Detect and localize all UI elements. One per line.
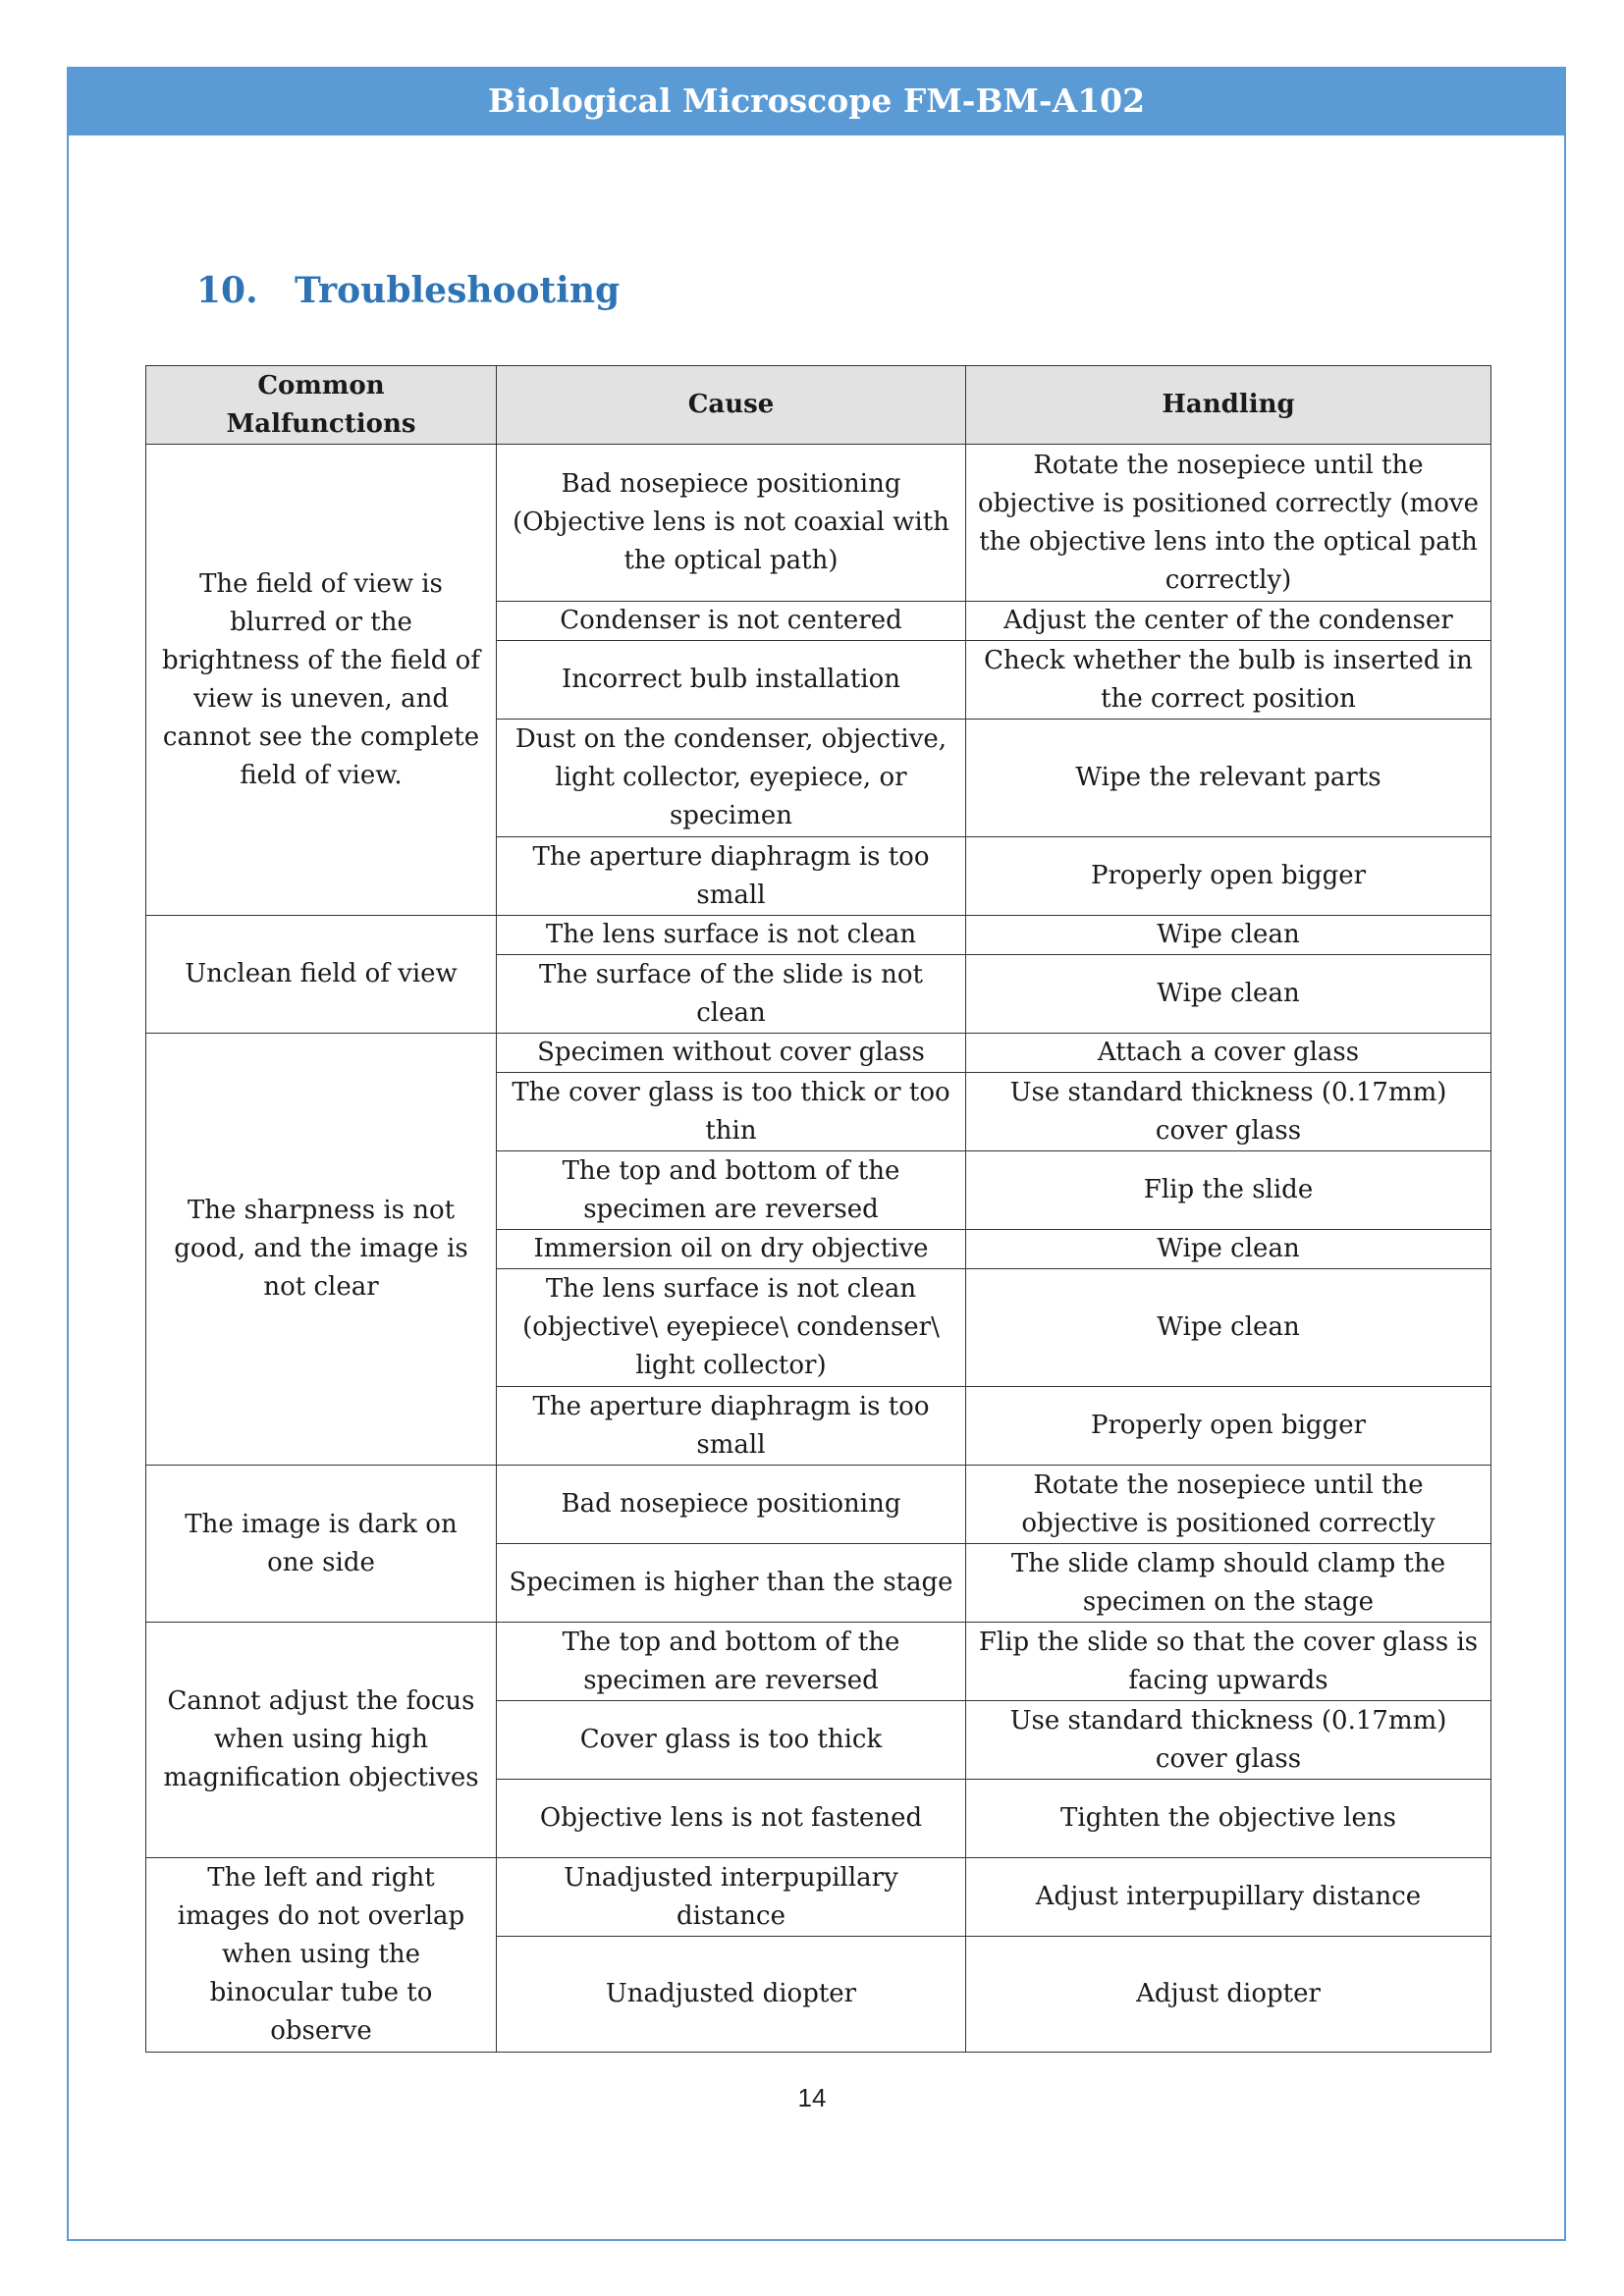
cause-cell: Condenser is not centered [497, 602, 966, 641]
cause-cell: The aperture diaphragm is too small [497, 1387, 966, 1466]
table-row [146, 1858, 1491, 1937]
malfunction-cell: Unclean field of view [146, 916, 497, 1034]
handling-cell: Use standard thickness (0.17mm) cover glass [966, 1073, 1491, 1151]
header-malfunction: Common Malfunctions [146, 366, 497, 445]
table-row [146, 1034, 1491, 1073]
handling-cell: Adjust the center of the condenser [966, 602, 1491, 641]
handling-cell: Wipe clean [966, 1230, 1491, 1269]
handling-cell: Properly open bigger [966, 837, 1491, 916]
handling-cell: Tighten the objective lens [966, 1780, 1491, 1858]
cause-cell: The cover glass is too thick or too thin [497, 1073, 966, 1151]
handling-cell: Flip the slide [966, 1151, 1491, 1230]
handling-cell: Use standard thickness (0.17mm) cover glass [966, 1701, 1491, 1780]
handling-cell: Adjust interpupillary distance [966, 1858, 1491, 1937]
cause-cell: Dust on the condenser, objective, light collector, eyepiece, or specimen [497, 720, 966, 837]
handling-cell: Flip the slide so that the cover glass is facing upwards [966, 1623, 1491, 1701]
cause-cell: The lens surface is not clean (objective\ eyepiece\ condenser\ light collector) [497, 1269, 966, 1387]
cause-cell: The surface of the slide is not clean [497, 955, 966, 1034]
cause-cell: Bad nosepiece positioning (Objective lens is not coaxial with the optical path) [497, 445, 966, 602]
table-row [146, 1466, 1491, 1544]
handling-cell: Rotate the nosepiece until the objective is positioned correctly (move the objective lens into the optical path correctly) [966, 445, 1491, 602]
header-cause: Cause [497, 366, 966, 445]
handling-cell: Wipe clean [966, 955, 1491, 1034]
header-handling: Handling [966, 366, 1491, 445]
document-header: Biological Microscope FM-BM-A102 [67, 67, 1566, 135]
section-heading [196, 270, 620, 311]
malfunction-cell: The image is dark on one side [146, 1466, 497, 1623]
table-row [146, 1623, 1491, 1701]
table-row [146, 445, 1491, 602]
cause-cell: Immersion oil on dry objective [497, 1230, 966, 1269]
handling-cell: Check whether the bulb is inserted in the correct position [966, 641, 1491, 720]
malfunction-cell: The sharpness is not good, and the image is not clear [146, 1034, 497, 1466]
handling-cell: Adjust diopter [966, 1937, 1491, 2053]
table-header-row [146, 366, 1491, 445]
malfunction-cell: The field of view is blurred or the brightness of the field of view is uneven, and cannot see the complete field of view. [146, 445, 497, 916]
section-title: Troubleshooting [295, 270, 621, 311]
cause-cell: The top and bottom of the specimen are reversed [497, 1623, 966, 1701]
cause-cell: Specimen is higher than the stage [497, 1544, 966, 1623]
troubleshooting-table [145, 365, 1491, 2053]
handling-cell: Wipe clean [966, 1269, 1491, 1387]
handling-cell: Wipe clean [966, 916, 1491, 955]
page-number: 14 [797, 2083, 827, 2112]
cause-cell: The top and bottom of the specimen are reversed [497, 1151, 966, 1230]
handling-cell: Wipe the relevant parts [966, 720, 1491, 837]
cause-cell: Objective lens is not fastened [497, 1780, 966, 1858]
cause-cell: Bad nosepiece positioning [497, 1466, 966, 1544]
cause-cell: Incorrect bulb installation [497, 641, 966, 720]
cause-cell: Unadjusted diopter [497, 1937, 966, 2053]
malfunction-cell: Cannot adjust the focus when using high magnification objectives [146, 1623, 497, 1858]
cause-cell: Specimen without cover glass [497, 1034, 966, 1073]
cause-cell: Unadjusted interpupillary distance [497, 1858, 966, 1937]
handling-cell: Rotate the nosepiece until the objective is positioned correctly [966, 1466, 1491, 1544]
cause-cell: The aperture diaphragm is too small [497, 837, 966, 916]
handling-cell: Properly open bigger [966, 1387, 1491, 1466]
cause-cell: Cover glass is too thick [497, 1701, 966, 1780]
malfunction-cell: The left and right images do not overlap when using the binocular tube to observe [146, 1858, 497, 2053]
handling-cell: Attach a cover glass [966, 1034, 1491, 1073]
section-number: 10. [196, 270, 258, 311]
cause-cell: The lens surface is not clean [497, 916, 966, 955]
handling-cell: The slide clamp should clamp the specimen on the stage [966, 1544, 1491, 1623]
table-row [146, 916, 1491, 955]
